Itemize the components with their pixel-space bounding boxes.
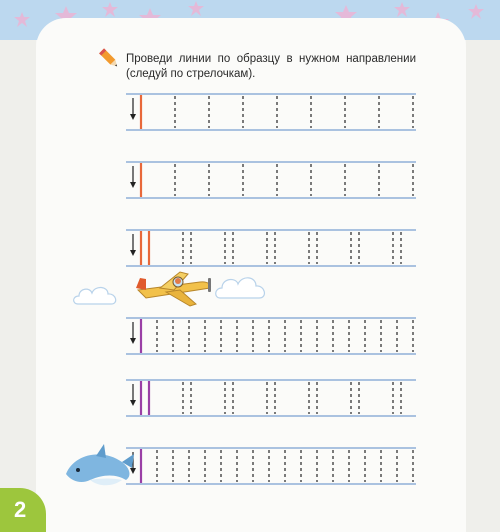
cloud-illustration — [72, 282, 122, 308]
arrow-down-icon — [130, 400, 136, 406]
arrow-down-icon — [130, 338, 136, 344]
arrow-down-icon — [130, 250, 136, 256]
page-number: 2 — [14, 497, 27, 522]
airplane-illustration — [130, 266, 216, 310]
instruction-text: Проведи линии по образцу в нужном направлении (следуй по стрелочкам). — [126, 53, 416, 80]
dolphin-illustration — [60, 440, 140, 496]
cloud-illustration — [214, 272, 270, 302]
arrow-down-icon — [130, 114, 136, 120]
arrow-down-icon — [130, 182, 136, 188]
